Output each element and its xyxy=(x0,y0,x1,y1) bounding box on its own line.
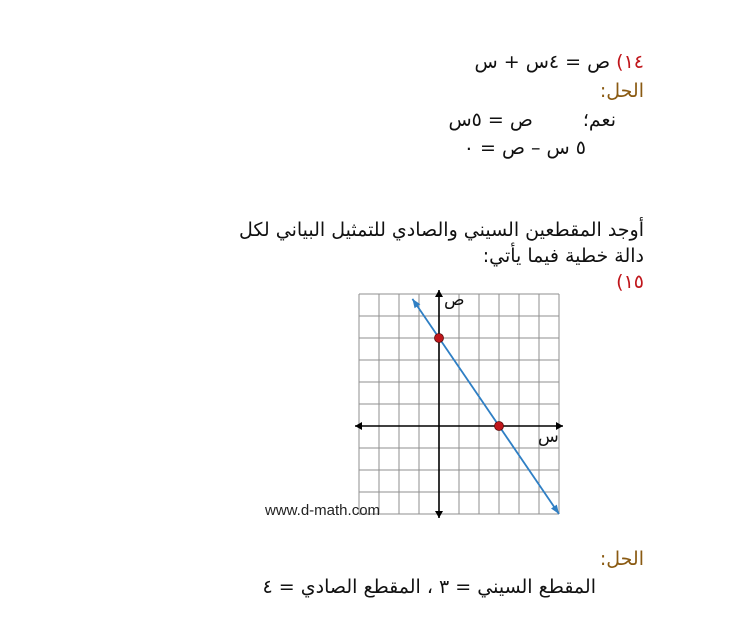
problem-15-answer: المقطع السيني = ٣ ، المقطع الصادي = ٤ xyxy=(262,576,596,598)
series-arrow-end xyxy=(551,505,559,514)
problem-14-solution-label: الحل: xyxy=(599,80,644,102)
problem-14-answer-line1 xyxy=(448,108,616,132)
problem-14-answer-line2: ٥ س – ص = ٠ xyxy=(463,137,586,159)
y-axis-label: ص xyxy=(444,290,465,310)
watermark-url: www.d-math.com xyxy=(265,502,381,519)
problem-15-solution-label: الحل: xyxy=(599,548,644,570)
problem-14-line xyxy=(475,50,644,74)
x-axis-label: س xyxy=(538,427,559,447)
instructions-line-2: دالة خطية فيما يأتي: xyxy=(482,245,644,267)
problem-15-number: ١٥) xyxy=(616,271,644,293)
answer-yes: نعم؛ xyxy=(582,109,616,131)
instructions-line-1: أوجد المقطعين السيني والصادي للتمثيل البياني لكل xyxy=(239,219,644,241)
intercept-point xyxy=(495,422,504,431)
problem-14-equation: ص = ٤س + س xyxy=(474,51,611,73)
coordinate-graph xyxy=(352,288,566,518)
series-line xyxy=(412,299,559,514)
grid xyxy=(359,294,559,514)
intercept-point xyxy=(435,334,444,343)
series-layer xyxy=(412,299,559,514)
answer-equation-1: ص = ٥س xyxy=(448,109,533,131)
problem-14-number: ١٤) xyxy=(616,51,644,73)
